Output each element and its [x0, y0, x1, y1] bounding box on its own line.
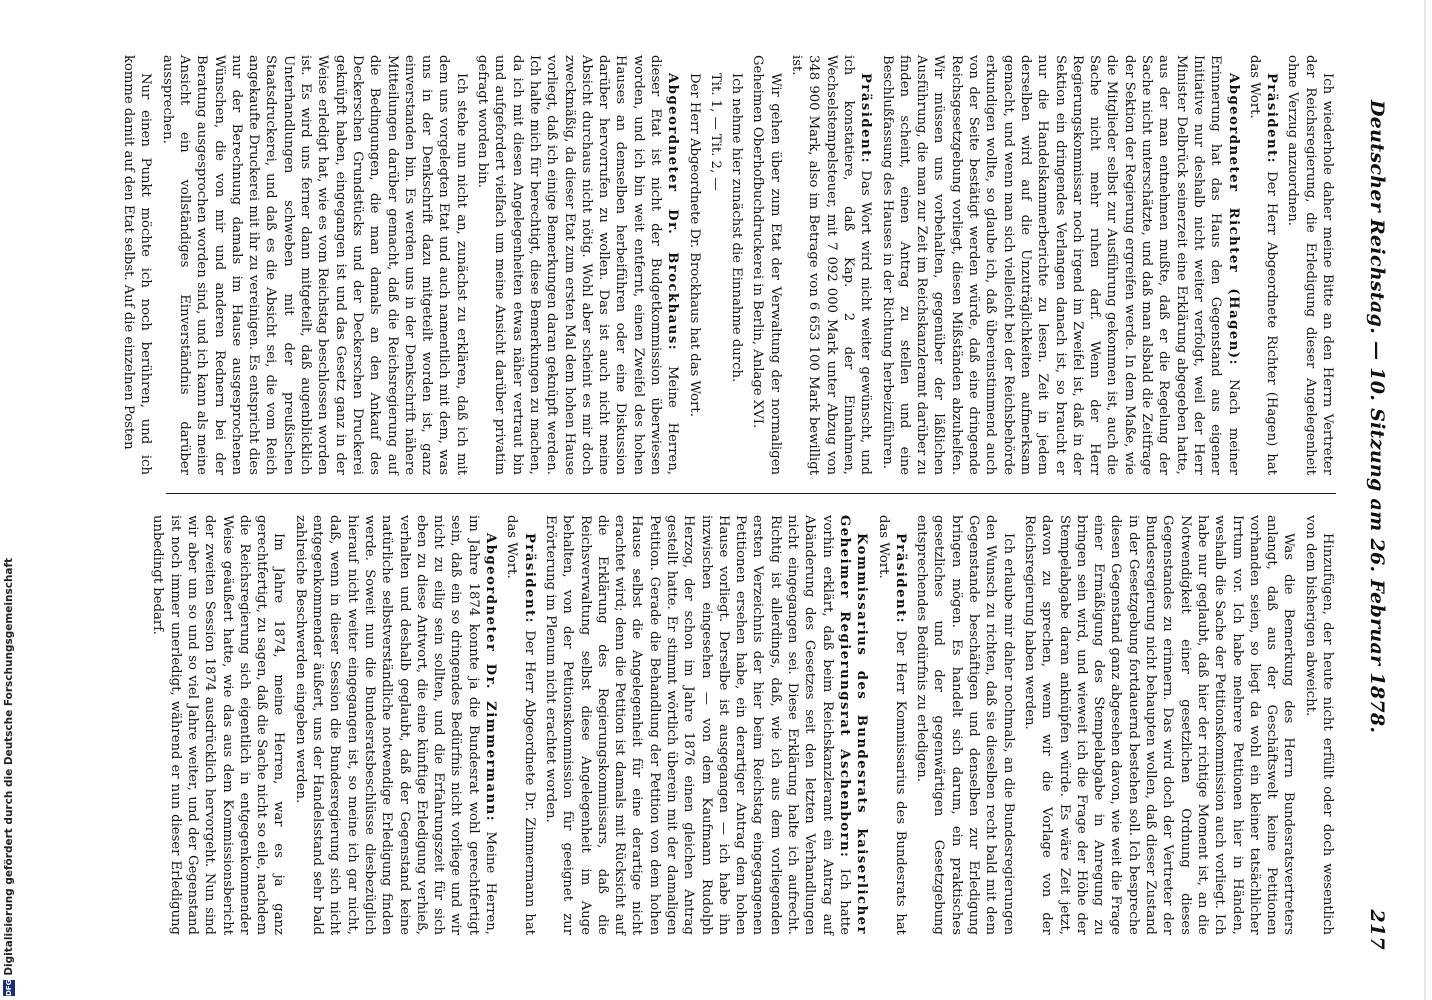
speaker-name: Kommissarius des Bundesrats kaiserlicher Geheimer Regierungsrat Aschenborn:	[836, 515, 870, 935]
page-title: Deutscher Reichstag. — 10. Sitzung am 26. Februar 1878.	[1366, 100, 1388, 734]
paragraph-text: Der Herr Abgeordnete Dr. Zimmermann hat das Wort.	[504, 515, 537, 935]
paragraph	[149, 515, 287, 935]
paragraph	[749, 55, 784, 475]
speaker-name: Präsident:	[1264, 73, 1280, 165]
page-edge	[1424, 0, 1426, 1000]
speaker-name: Abgeordneter Dr. Brockhaus:	[665, 73, 681, 352]
paragraph-text: Hinzufügen, der heute nicht erfüllt oder doch wesentlich von dem bisherigen abweicht.	[1302, 515, 1335, 935]
paragraph-text: Meine Herren, dieser Etat ist nicht der Budgetkommission überwiesen worden, und ich bin weit entfernt, einen Zweifel des hohen Hauses an demselben herbeiführen oder eine Diskussion darüber hervorrufen zu wollen. Das ist auch nicht meine Absicht durchaus nicht nötig. Wohl aber scheint es mir doch zweckmäßig, da dieser Etat zum ersten Mal dem hohen Hause vorliegt, daß ich einige Bemerkungen daran geknüpft werden. Ich halte mich für berechtigt, diese Bemerkungen zu machen, da ich mit diesen Angelegenheiten etwas näher vertraut bin und aufgefordert vielfach um meine Ansicht darüber privatim gefragt worden bin.	[475, 55, 681, 476]
dfg-logo-icon: DFG	[5, 979, 13, 996]
paragraph	[1301, 515, 1336, 935]
paragraph	[474, 55, 682, 475]
paragraph-text: Im Jahre 1874, meine Herren, war es ja ganz gerechtfertigt, zu sagen, daß die Sache nicht so eile, nachdem die Reichsregierung sich eigentlich in entgegenkommender Weise geäußert hatte, wie das aus dem Kommissionsbericht der zweiten Session 1874 ausdrücklich hervorgeht. Nun sind wir aber um so und so viel Jahre weiter, und der Gegenstand ist noch immer unerledigt, während er nun dieser Erledigung unbedingt bedarf.	[150, 515, 287, 935]
rotated-newspaper-page	[16, 0, 1416, 1000]
paragraph-text: Ich hatte vorhin erklärt, daß beim Reichskanzleramt ein Antrag auf Abänderung des Gesetzes seit den letzten Verhandlungen nicht eingegangen sei. Diese Erklärung halte ich aufrecht. Richtig ist allerdings, daß, wie ich aus dem vorliegenden ersten Verzeichnis der hier beim Reichstag eingegangenen Petitionen ersehen habe, ein derartiger Antrag dem hohen Hause vorliegt. Derselbe ist ausgegangen — ich habe ihn inzwischen eingesehen — von dem Kaufmann Rudolph Herzog, der schon im Jahre 1876 einen gleichen Antrag gestellt hatte. Er stimmt wörtlich überein mit der damaligen Petition. Gerade die Behandlung der Petition von dem hohen Hause selbst die Angelegenheit für eine derartige nicht erachtet wird; denn die Petition ist damals mit Rücksicht auf die Erklärung des Regierungskommissars, daß die Reichsverwaltung selbst diese Angelegenheit im Auge behalten, von der Petitionskommission für geeignet zur Erörterung im Plenum nicht erachtet worden.	[542, 515, 852, 935]
paragraph	[158, 55, 469, 475]
paragraph	[120, 55, 155, 475]
paragraph-text: Nur einen Punkt möchte ich noch berühren, und ich komme damit auf den Etat selbst. Auf die einzelnen Posten	[121, 55, 154, 475]
paragraph	[291, 515, 499, 935]
paragraph	[728, 55, 745, 475]
paragraph	[788, 55, 874, 475]
paragraph-text: Wir gehen über zum Etat der Verwaltung der normaligen Geheimen Oberhofbuchdruckerei in Berlin, Anlage XVI.	[750, 55, 783, 475]
paragraph	[503, 515, 538, 935]
running-head	[1358, 40, 1388, 980]
speaker-name: Präsident:	[521, 533, 537, 625]
paragraph-text: Ich erlaube mir daher nochmals, an die Bundesregierungen den Wunsch zu richten, daß sie dieselben recht bald mit dem Gegenstande beschäftigen und denselben zur Erledigung bringen mögen. Es handelt sich darum, ein praktisches gesetzliches und der gegenwärtigen Gesetzgebung entsprechendes Bedürfnis zu erledigen.	[914, 515, 1016, 935]
paragraph	[685, 55, 702, 475]
paragraph	[1246, 55, 1281, 475]
speaker-name: Präsident:	[858, 73, 874, 165]
paragraph	[542, 515, 871, 935]
column-divider	[166, 493, 1336, 494]
paragraph	[874, 515, 909, 935]
paragraph-text: Tit. 1, — Tit. 2, —	[707, 73, 723, 191]
credit-text: Digitalisierung gefördert durch die Deutsche Forschungsgemeinschaft	[3, 557, 15, 976]
page-number: 217	[1366, 909, 1388, 950]
paragraph-text: Das Wort wird nicht weiter gewünscht, und ich konstatiere, daß Kap. 2 der Einnahmen, Wechselstempelsteuer, mit 7 092 000 Mark unter Abzug von 348 900 Mark, also im Betrage von 6 653 100 Mark bewilligt ist.	[789, 55, 874, 475]
paragraph-text: Ich stehe nun nicht an, zunächst zu erklären, daß ich mit dem uns vorgelegten Etat und auch namentlich mit dem, was uns in der Denkschrift dazu mitgeteilt worden ist, ganz einverstanden bin. Es werden uns in der Denkschrift nähere Mitteilungen darüber gemacht, daß die Reichsregierung auf die Bedingungen, die man damals an den Ankauf des Deckerschen Grundstücks und der Deckerschen Druckerei geknüpft haben, eingegangen ist und das Gesetz ganz in der Weise erledigt hat, wie es vom Reichstag beschlossen worden ist. Es wird uns ferner dann mitgeteilt, daß augenblicklich Unterhandlungen schweben mit der preußischen Staatsdruckerei, und daß es die Absicht sei, die vom Reich angekaufte Druckerei mit ihr zu vereinigen. Es entspricht dies nur der Berechnung damals im Hause ausgesprochenen Wünschen, die von mir und anderen Rednern bei der Beratung ausgesprochen worden sind, und ich kann als meine Ansicht ein vollständiges Einverständnis darüber aussprechen.	[159, 55, 469, 475]
paragraph-text: Ich nehme hier zunächst die Einnahme durch.	[729, 73, 745, 383]
paragraph	[1284, 55, 1336, 475]
speaker-name: Abgeordneter Dr. Zimmermann:	[483, 533, 499, 823]
paragraph-text: Der Herr Abgeordnete Richter (Hagen) hat das Wort.	[1246, 55, 1280, 475]
paragraph-text: Der Herr Abgeordnete Dr. Brockhaus hat das Wort.	[686, 73, 702, 417]
paragraph	[1021, 515, 1298, 935]
paragraph-text: Meine Herren, im Jahre 1874 konnte ja die Bundesrat wohl gerechtfertigt sein, daß ein so dringendes Bedürfnis nicht vorliege und wir nicht zu eilig sein sollten, und die Erfahrungszeit für sich eben zu diese Antwort, die eine künftige Erledigung verhieß, verhalten und deshalb geglaubt, daß der Gegenstand keine natürliche selbstverständliche notwendige Erledigung finden werde. Soweit nun die Bundesratsbeschlüsse diesbezüglich hierauf nicht weiter eingegangen ist, so meine ich gar nicht, daß, wenn in dieser Session die Bundesregierung sich nicht entgegenkommender äußert, uns der Handelsstand sehr bald zahlreiche Beschwerden eingeben werden.	[292, 515, 499, 935]
text-column-right	[150, 515, 1336, 935]
paragraph-text: Nach meiner Erinnerung hat das Haus den Gegenstand aus eigener Initiative nur deshalb nicht weiter verfolgt, weil der Herr Minister Delbrück seinerzeit eine Erklärung abgegeben hatte, aus der man entnehmen mußte, daß er die Regelung der Sache nicht unterschätzte, und daß man alsbald die Zeitfrage der Sektion der Regierung ergreifen werde. In dem Maße, wie die Mitglieder selbst zur Ausführung gekommen ist, auch die Sache nicht mehr ruhen darf. Wenn der Herr Regierungskommissar noch irgend im Zweifel ist, daß in der Sektion ein dringendes Verlangen danach ist, so braucht er nur die Handelskammerberichte zu lesen. Zeit in jedem derselben wird auf die Unzuträglichkeiten aufmerksam gemacht, und wenn man sich vielleicht bei der Reichsbehörde erkundigen wollte, so glaube ich, daß übereinstimmend auch von der Seite bestätigt werden würde, daß eine dringende Reichsgesetzgebung vorliegt, diesen Mißständen abzuhelfen. Wir müssen uns vorbehalten, gegenüber der läßlichen Ausführung, die man zur Zeit im Reichskanzleramt darüber zu finden scheint, einen Antrag zu stellen und eine Beschlußfassung des Hauses in der Richtung herbeizuführen.	[879, 55, 1241, 475]
paragraph	[707, 55, 724, 475]
text-column-left	[121, 55, 1336, 476]
speaker-name: Präsident:	[892, 533, 908, 625]
paragraph-text: Ich wiederhole daher meine Bitte an den Herrn Vertreter der Reichsregierung, die Erledigung dieser Angelegenheit ohne Verzug anzuordnen.	[1285, 55, 1335, 475]
paragraph-text: Was die Bemerkung des Herrn Bundesratsvertreters anlangt, daß aus der Geschäftswelt keine Petitionen vorhanden seien, so liegt da wohl ein kleiner tatsächlicher Irrtum vor. Ich habe mehrere Petitionen hier in Händen, weshalb die Sache der Petitionskommission auch vorliegt. Ich habe nur geglaubt, daß hier der richtige Moment ist, an die Notwendigkeit einer gesetzlichen Ordnung dieses Gegenstandes zu erinnern. Das wird doch der Vertreter der Bundesregierung nicht behaupten wollen, daß dieser Zustand in der Gesetzgebung fortdauernd bestehen soll. Ich bespreche diesen Gegenstand ganz abgesehen davon, wie weit die Frage einer Ermäßigung des Stempelabgabe in Anregung zu bringen sein wird, und wieweit ich die Frage der Höhe der Stempelabgabe daran anknüpfen würde. Es wäre Zeit jetzt, davon zu sprechen, wenn wir die Vorlage von der Reichsregierung haben werden.	[1021, 515, 1297, 935]
digitization-credit	[0, 557, 18, 1000]
speaker-name: Abgeordneter Richter (Hagen):	[1225, 73, 1241, 366]
paragraph	[913, 515, 1017, 935]
paragraph-text: Der Herr Kommissarius des Bundesrats hat das Wort.	[875, 515, 908, 935]
paragraph	[878, 55, 1241, 475]
